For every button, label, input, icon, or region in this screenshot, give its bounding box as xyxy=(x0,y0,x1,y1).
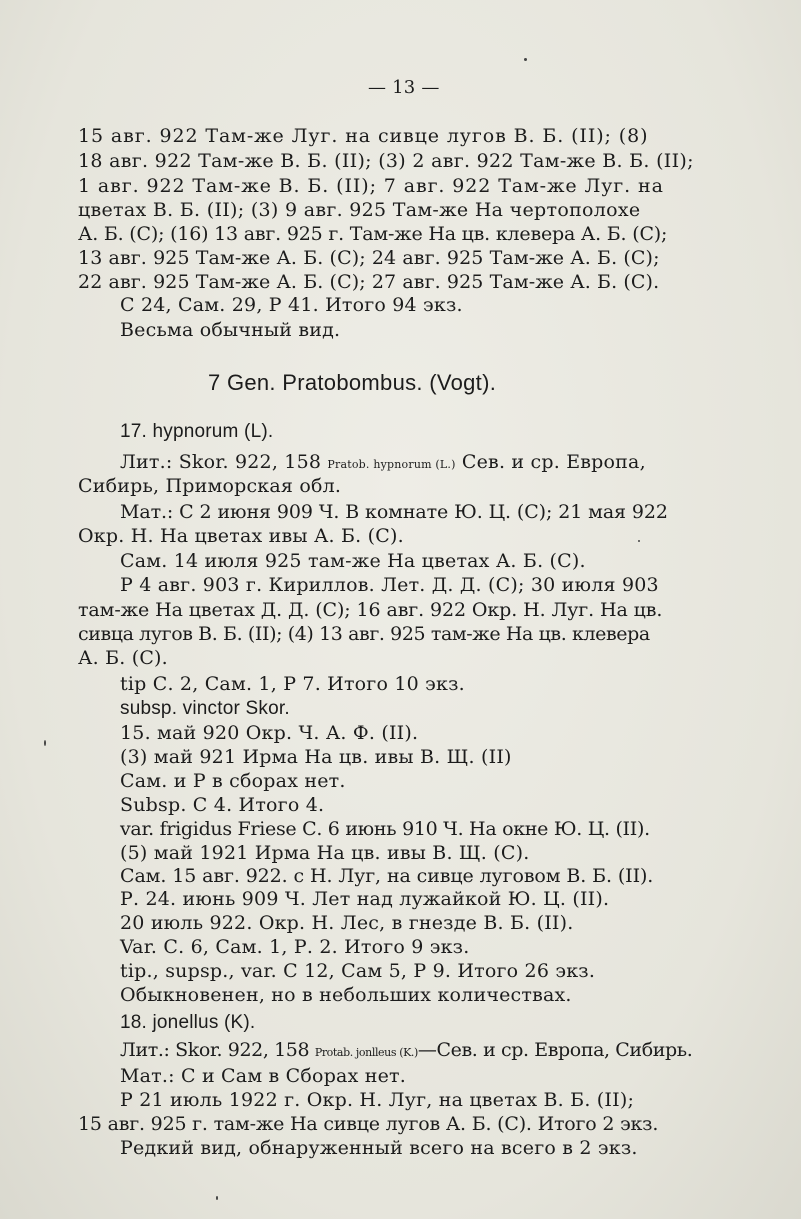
text-line: Мат.: С и Сам в Сборах нет. xyxy=(120,1065,406,1087)
text-line: Окр. Н. На цветах ивы А. Б. (С). xyxy=(78,525,404,547)
text-line: там-же На цветах Д. Д. (С); 16 авг. 922 Окр. Н. Луг. На цв. xyxy=(78,599,663,621)
literature-range: —Сев. и ср. Европа, Сибирь. xyxy=(417,1039,693,1061)
text-line: (5) май 1921 Ирма На цв. ивы В. Щ. (С). xyxy=(120,842,530,864)
text-line: цветах В. Б. (II); (3) 9 авг. 925 Там-же На чертополохе xyxy=(78,199,641,221)
scan-speck xyxy=(638,540,640,542)
text-line: Редкий вид, обнаруженный всего на всего в 2 экз. xyxy=(120,1137,638,1159)
text-line: 22 авг. 925 Там-же А. Б. (С); 27 авг. 925 Там-же А. Б. (С). xyxy=(78,271,660,293)
scan-speck xyxy=(524,58,527,61)
literature-line xyxy=(120,1038,692,1065)
text-line: var. frigidus Friese С. 6 июнь 910 Ч. На окне Ю. Ц. (II). xyxy=(120,818,650,840)
text-line: Var. С. 6, Сам. 1, Р. 2. Итого 9 экз. xyxy=(120,936,470,958)
species-title: 17. hypnorum (L). xyxy=(120,421,274,442)
text-line: сивца лугов В. Б. (II); (4) 13 авг. 925 там-же На цв. клевера xyxy=(78,623,650,645)
text-line: 1 авг. 922 Там-же В. Б. (II); 7 авг. 922 Там-же Луг. на xyxy=(78,175,664,197)
text-line: Обыкновенен, но в небольших количествах. xyxy=(120,984,572,1006)
text-line: 13 авг. 925 Там-же А. Б. (С); 24 авг. 925 Там-же А. Б. (С); xyxy=(78,247,660,269)
text-line: Сам. и Р в сборах нет. xyxy=(120,770,346,792)
text-line: (3) май 921 Ирма На цв. ивы В. Щ. (II) xyxy=(120,746,512,768)
subspecies-title: subsp. vinctor Skor. xyxy=(120,698,290,719)
text-line: Сам. 14 июля 925 там-же На цветах А. Б. (С). xyxy=(120,550,586,572)
text-line: tip., supsp., var. С 12, Сам 5, Р 9. Итого 26 экз. xyxy=(120,960,596,982)
literature-line xyxy=(120,450,646,477)
text-line: 15. май 920 Окр. Ч. А. Ф. (II). xyxy=(120,722,419,744)
text-line: Subsp. С 4. Итого 4. xyxy=(120,794,325,816)
text-line: 15 авг. 925 г. там-же На сивце лугов А. Б. (С). Итого 2 экз. xyxy=(78,1113,659,1135)
scan-speck xyxy=(44,740,46,746)
literature-ref: Лит.: Skor. 922, 158 xyxy=(120,1039,310,1061)
species-title: 18. jonellus (K). xyxy=(120,1012,256,1033)
text-line: 15 авг. 922 Там-же Луг. на сивце лугов В. Б. (II); (8) xyxy=(78,125,649,147)
scan-speck xyxy=(216,1196,218,1200)
text-line: Мат.: С 2 июня 909 Ч. В комнате Ю. Ц. (С); 21 мая 922 xyxy=(120,501,668,523)
text-line: А. Б. (С). xyxy=(78,647,168,669)
genus-heading: 7 Gen. Pratobombus. (Vogt). xyxy=(208,370,497,395)
text-line: А. Б. (С); (16) 13 авг. 925 г. Там-же На цв. клевера А. Б. (С); xyxy=(78,223,668,245)
text-line: Р 21 июль 1922 г. Окр. Н. Луг, на цветах В. Б. (II); xyxy=(120,1089,635,1111)
literature-synonym: Protab. jonlleus (K.) xyxy=(314,1046,418,1059)
literature-synonym: Pratob. hypnorum (L.) xyxy=(327,458,456,471)
text-line: 20 июль 922. Окр. Н. Лес, в гнезде В. Б. (II). xyxy=(120,912,574,934)
page-number: — 13 — xyxy=(368,77,440,98)
literature-ref: Лит.: Skor. 922, 158 xyxy=(120,451,322,473)
text-line: Сам. 15 авг. 922. с Н. Луг, на сивце луговом В. Б. (II). xyxy=(120,865,654,887)
text-line: 18 авг. 922 Там-же В. Б. (II); (3) 2 авг. 922 Там-же В. Б. (II); xyxy=(78,150,694,172)
text-line: С 24, Сам. 29, Р 41. Итого 94 экз. xyxy=(120,294,463,316)
text-line: Сибирь, Приморская обл. xyxy=(78,475,342,497)
literature-range: Сев. и ср. Европа, xyxy=(461,451,646,473)
text-line: tip С. 2, Сам. 1, Р 7. Итого 10 экз. xyxy=(120,673,465,695)
text-line: Весьма обычный вид. xyxy=(120,319,341,341)
text-line: Р 4 авг. 903 г. Кириллов. Лет. Д. Д. (С); 30 июля 903 xyxy=(120,574,659,596)
text-line: Р. 24. июнь 909 Ч. Лет над лужайкой Ю. Ц. (II). xyxy=(120,888,610,910)
